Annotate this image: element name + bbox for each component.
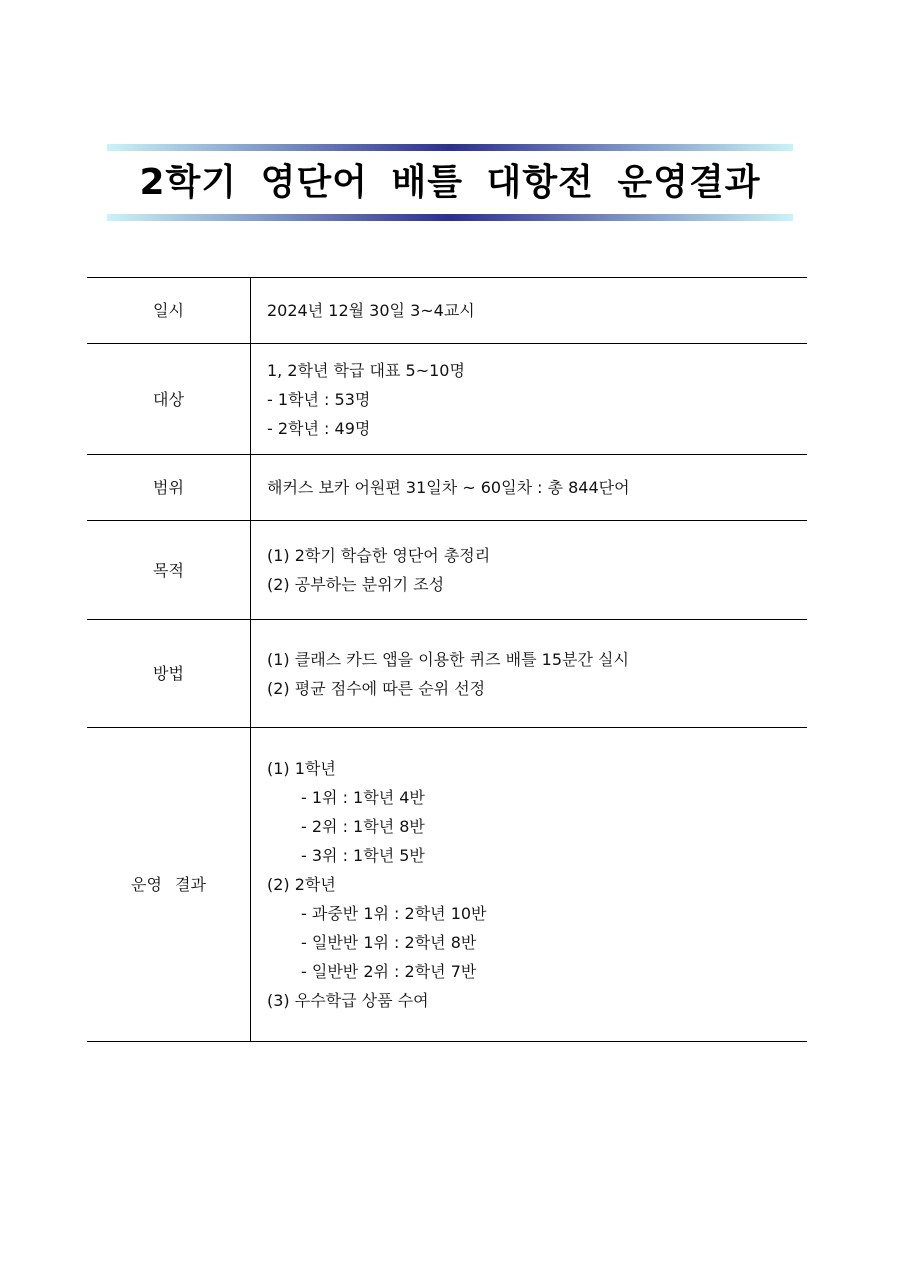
row-value: [251, 344, 808, 455]
value-line: 2024년 12월 30일 3~4교시: [267, 301, 475, 320]
value-line: - 3위 : 1학년 5반: [301, 846, 425, 865]
value-line: (2) 평균 점수에 따른 순위 선정: [267, 678, 486, 698]
title-bottom-bar: [107, 214, 793, 221]
row-label: 범위: [87, 455, 251, 521]
row-label: 방법: [87, 620, 251, 728]
title-block: [107, 144, 793, 222]
row-value: [251, 278, 808, 344]
row-scope: [87, 455, 807, 521]
value-line: - 2학년 : 49명: [267, 418, 371, 438]
value-line: - 1위 : 1학년 4반: [301, 788, 425, 807]
value-line: 1, 2학년 학급 대표 5~10명: [267, 360, 465, 380]
row-purpose: [87, 521, 807, 620]
row-value: [251, 521, 808, 620]
row-value: [251, 455, 808, 521]
value-line: (1) 2학기 학습한 영단어 총정리: [267, 546, 491, 565]
row-method: [87, 620, 807, 728]
value-line: (2) 공부하는 분위기 조성: [267, 575, 445, 594]
row-date: [87, 278, 807, 344]
row-value: [251, 728, 808, 1042]
value-line: - 1학년 : 53명: [267, 389, 371, 409]
row-label: 목적: [87, 521, 251, 620]
row-label: 운영 결과: [87, 728, 251, 1042]
row-label: 일시: [87, 278, 251, 344]
document-title: 2학기 영단어 배틀 대항전 운영결과: [139, 162, 761, 203]
value-line: - 과중반 1위 : 2학년 10반: [301, 904, 487, 923]
title-top-bar: [107, 144, 793, 151]
value-line: (2) 2학년: [267, 875, 336, 894]
value-line: (1) 클래스 카드 앱을 이용한 퀴즈 배틀 15분간 실시: [267, 649, 629, 669]
row-value: [251, 620, 808, 728]
info-table: [87, 277, 807, 1042]
value-line: (1) 1학년: [267, 759, 336, 778]
value-line: - 2위 : 1학년 8반: [301, 817, 425, 836]
row-label: 대상: [87, 344, 251, 455]
value-line: (3) 우수학급 상품 수여: [267, 991, 429, 1010]
value-line: 해커스 보카 어원편 31일차 ~ 60일차 : 총 844단어: [267, 478, 630, 497]
value-line: - 일반반 2위 : 2학년 7반: [301, 962, 477, 981]
row-target: [87, 344, 807, 455]
row-results: [87, 728, 807, 1042]
value-line: - 일반반 1위 : 2학년 8반: [301, 933, 477, 952]
